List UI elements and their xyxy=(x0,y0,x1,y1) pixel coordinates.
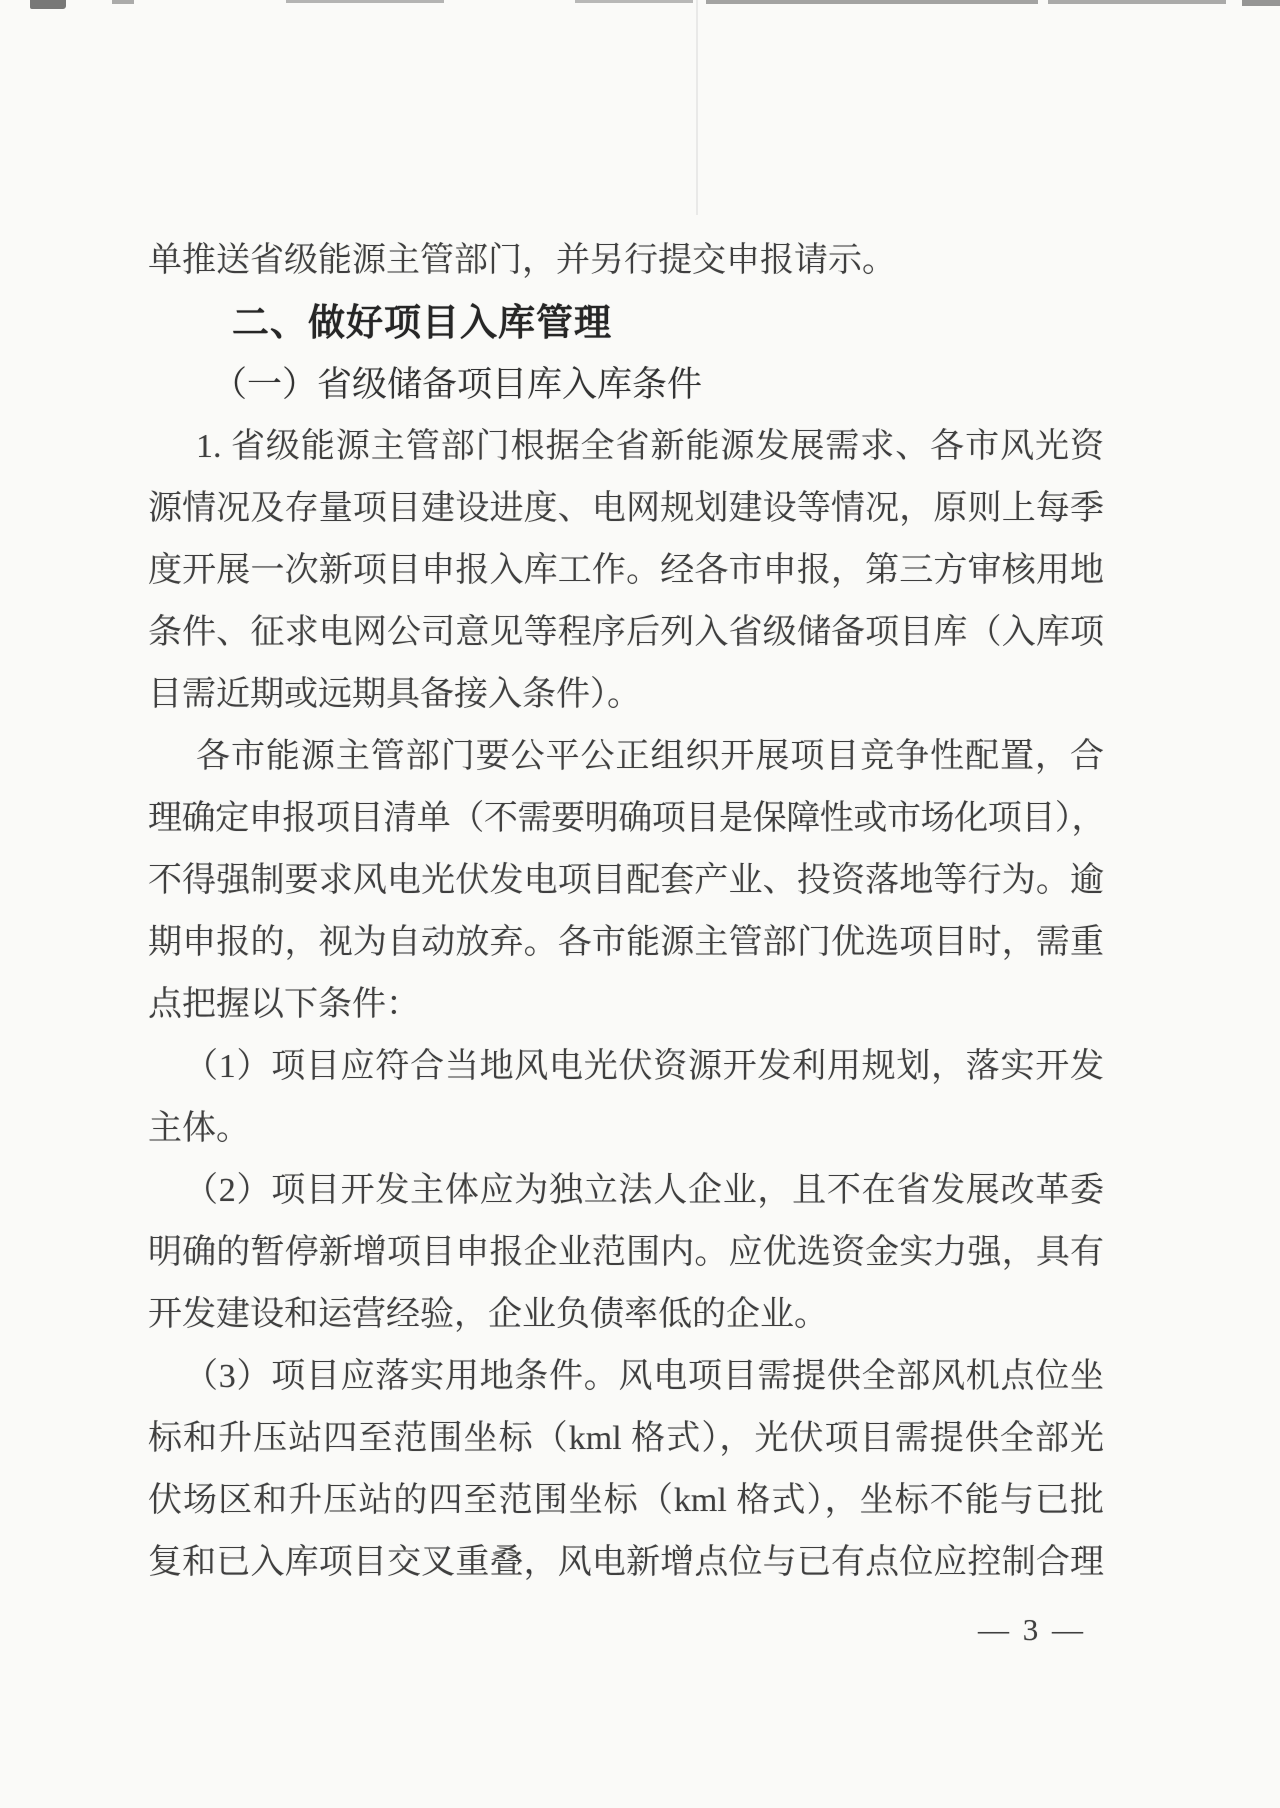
scan-mark xyxy=(706,0,1038,4)
list-item-line: （1）项目应符合当地风电光伏资源开发利用规划，落实开发 xyxy=(184,1048,1104,1085)
paragraph-line: 条件、征求电网公司意见等程序后列入省级储备项目库（入库项 xyxy=(148,614,1104,651)
list-item-line: （3）项目应落实用地条件。风电项目需提供全部风机点位坐 xyxy=(184,1358,1104,1395)
scan-mark xyxy=(575,0,693,3)
list-item-line: 复和已入库项目交叉重叠，风电新增点位与已有点位应控制合理 xyxy=(148,1544,1104,1581)
list-item-line: 伏场区和升压站的四至范围坐标（kml 格式），坐标不能与已批 xyxy=(148,1482,1104,1519)
scan-mark xyxy=(112,0,134,4)
section-heading: 二、做好项目入库管理 xyxy=(232,302,612,343)
continuation-line: 单推送省级能源主管部门，并另行提交申报请示。 xyxy=(148,242,896,279)
paragraph-line: 度开展一次新项目申报入库工作。经各市申报，第三方审核用地 xyxy=(148,552,1104,589)
paragraph-line: 期申报的，视为自动放弃。各市能源主管部门优选项目时，需重 xyxy=(148,924,1104,961)
paragraph-line: 源情况及存量项目建设进度、电网规划建设等情况，原则上每季 xyxy=(148,490,1104,527)
page-number: — 3 — xyxy=(978,1612,1086,1647)
paragraph-line: 不得强制要求风电光伏发电项目配套产业、投资落地等行为。逾 xyxy=(148,862,1104,899)
paragraph-line: 点把握以下条件： xyxy=(148,986,420,1023)
document-body xyxy=(148,230,1104,1594)
paragraph-line: 1. 省级能源主管部门根据全省新能源发展需求、各市风光资 xyxy=(196,428,1104,465)
list-item-line: 标和升压站四至范围坐标（kml 格式），光伏项目需提供全部光 xyxy=(148,1420,1104,1457)
paragraph-line: 目需近期或远期具备接入条件）。 xyxy=(148,676,641,713)
subsection-heading: （一）省级储备项目库入库条件 xyxy=(212,365,703,404)
paragraph-line: 各市能源主管部门要公平公正组织开展项目竞争性配置，合 xyxy=(196,738,1104,775)
scan-mark xyxy=(1048,0,1226,4)
scan-mark xyxy=(30,0,66,9)
list-item-line: （2）项目开发主体应为独立法人企业，且不在省发展改革委 xyxy=(184,1172,1104,1209)
paragraph-line: 理确定申报项目清单（不需要明确项目是保障性或市场化项目）， xyxy=(148,800,1104,837)
list-item-line: 明确的暂停新增项目申报企业范围内。应优选资金实力强，具有 xyxy=(148,1234,1104,1271)
list-item-line: 主体。 xyxy=(148,1110,250,1147)
list-item-line: 开发建设和运营经验，企业负债率低的企业。 xyxy=(148,1296,828,1333)
scan-mark xyxy=(1242,0,1280,6)
scan-mark xyxy=(286,0,444,3)
scan-crease xyxy=(696,0,698,215)
